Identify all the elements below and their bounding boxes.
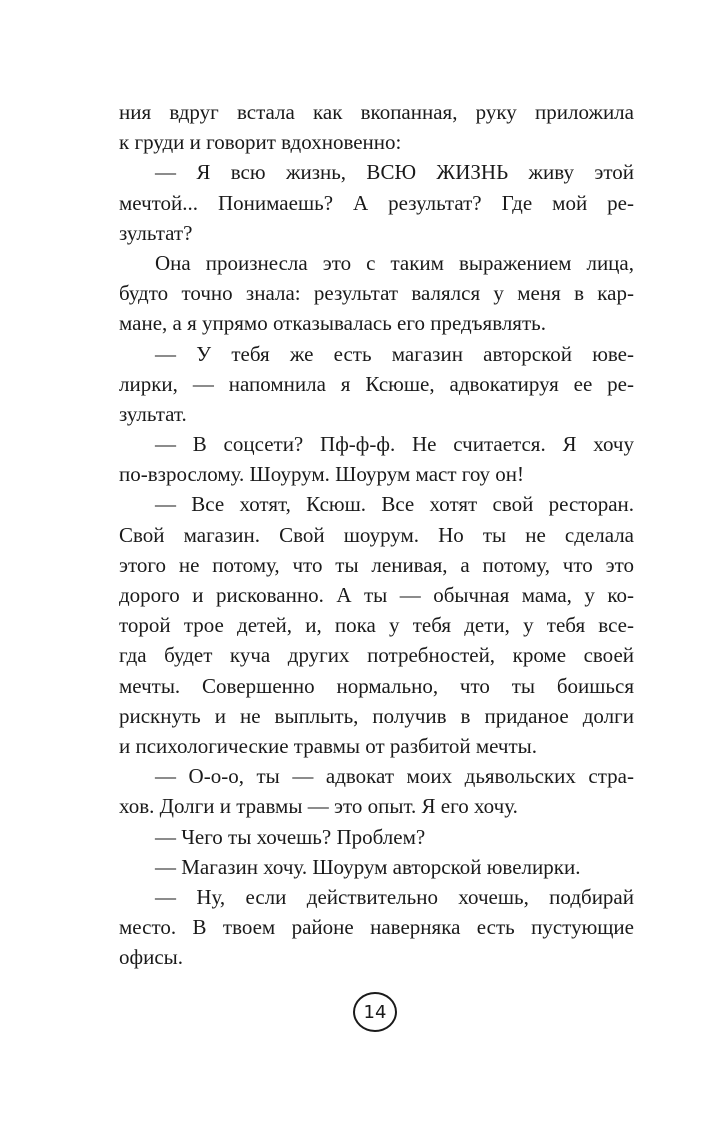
text-line: ния вдруг встала как вкопанная, руку приложила: [119, 100, 634, 124]
text-line: этого не потому, что ты ленивая, а потому, что это: [119, 552, 634, 577]
text-line: — В соцсети? Пф-ф-ф. Не считается. Я хочу: [155, 432, 634, 457]
text-line: дорого и рискованно. А ты — обычная мама, у ко-: [119, 583, 634, 607]
text-line: хов. Долги и травмы — это опыт. Я его хочу.: [119, 794, 518, 819]
text-line: мане, а я упрямо отказывалась его предъявлять.: [119, 311, 546, 336]
text-line: лирки, — напомнила я Ксюше, адвокатируя ее ре-: [119, 371, 634, 396]
text-line: Свой магазин. Свой шоурум. Но ты не сделала: [119, 522, 634, 547]
text-line: к груди и говорит вдохновенно:: [119, 130, 402, 155]
text-line: зультат?: [119, 220, 193, 245]
text-line: по-взрослому. Шоурум. Шоурум маст гоу он!: [119, 462, 525, 487]
page-number-badge: [353, 992, 397, 1032]
text-line: мечтой... Понимаешь? А результат? Где мой ре-: [119, 190, 634, 215]
text-line: место. В твоем районе наверняка есть пустующие: [119, 915, 634, 940]
text-line: — Все хотят, Ксюш. Все хотят свой ресторан.: [155, 492, 634, 517]
body-text: [119, 97, 634, 972]
text-line: — Чего ты хочешь? Проблем?: [155, 824, 426, 849]
text-line: торой трое детей, и, пока у тебя дети, у тебя все-: [119, 613, 634, 638]
text-line: гда будет куча других потребностей, кроме своей: [119, 643, 634, 668]
text-line: и психологические травмы от разбитой мечты.: [119, 733, 538, 758]
page-number: 14: [363, 1001, 387, 1023]
text-line: — Ну, если действительно хочешь, подбирай: [155, 884, 634, 909]
text-line: — Я всю жизнь, ВСЮ ЖИЗНЬ живу этой: [155, 160, 634, 185]
text-line: — Магазин хочу. Шоурум авторской ювелирки.: [155, 854, 581, 879]
text-line: зультат.: [119, 401, 187, 426]
text-line: — У тебя же есть магазин авторской юве-: [155, 341, 634, 366]
text-line: Она произнесла это с таким выражением лица,: [155, 250, 634, 275]
text-line: — О-о-о, ты — адвокат моих дьявольских стра-: [155, 764, 634, 789]
text-line: рискнуть и не выплыть, получив в приданое долги: [119, 703, 634, 728]
text-line: будто точно знала: результат валялся у меня в кар-: [119, 281, 634, 306]
text-line: мечты. Совершенно нормально, что ты боишься: [119, 673, 634, 698]
text-line: офисы.: [119, 945, 184, 970]
